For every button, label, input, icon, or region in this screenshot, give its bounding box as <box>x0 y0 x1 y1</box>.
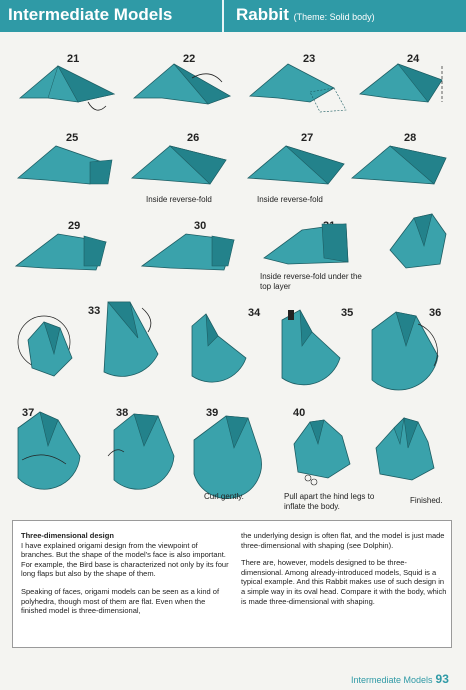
header-divider <box>222 0 224 32</box>
step-35-diagram <box>278 306 346 394</box>
model-title <box>236 5 375 25</box>
step-27-caption: Inside reverse-fold <box>257 195 323 204</box>
step-36-diagram <box>368 306 444 394</box>
step-40-diagram <box>284 414 356 486</box>
step-number-27: 27 <box>301 132 314 144</box>
step-26-caption: Inside reverse-fold <box>146 195 212 204</box>
note-left-column <box>21 531 231 624</box>
step-40-caption: Pull apart the hind legs to inflate the body. <box>284 492 375 511</box>
footer-label: Intermediate Models <box>351 675 433 685</box>
page-number: 93 <box>435 672 449 686</box>
step-31-caption: Inside reverse-fold under the top layer <box>260 272 362 291</box>
note-title: Three-dimensional design <box>21 531 114 540</box>
step-number-28: 28 <box>404 132 417 144</box>
step-number-22: 22 <box>183 53 196 65</box>
step-32-diagram <box>384 210 454 276</box>
step-22-diagram <box>132 58 234 118</box>
step-number-40: 40 <box>293 407 306 419</box>
step-number-21: 21 <box>67 53 80 65</box>
step-38-diagram <box>104 410 180 490</box>
step-29-diagram <box>14 226 114 280</box>
step-number-23: 23 <box>303 53 316 65</box>
page-header <box>0 0 466 32</box>
step-number-38: 38 <box>116 407 129 419</box>
step-23-diagram <box>248 58 350 118</box>
model-name: Rabbit <box>236 5 289 24</box>
finished-rabbit-diagram <box>368 414 440 486</box>
step-number-25: 25 <box>66 132 79 144</box>
section-title: Intermediate Models <box>8 5 173 24</box>
finished-caption: Finished. <box>410 496 443 505</box>
page-footer <box>351 672 449 686</box>
step-number-39: 39 <box>206 407 219 419</box>
model-theme: (Theme: Solid body) <box>293 12 375 22</box>
step-28-diagram <box>350 138 454 192</box>
step-33-left-diagram <box>14 310 86 386</box>
step-26-diagram <box>130 138 236 192</box>
step-number-36: 36 <box>429 307 442 319</box>
step-31-diagram <box>258 218 358 272</box>
design-note-box <box>12 520 452 648</box>
step-27-diagram <box>246 138 350 192</box>
step-39-diagram <box>186 410 266 486</box>
step-34-diagram <box>188 306 254 392</box>
step-number-30: 30 <box>194 220 207 232</box>
step-37-diagram <box>14 408 86 488</box>
step-24-diagram <box>358 58 458 118</box>
note-paragraph: the underlying design is often flat, and the model is just made three-dimensional with shaping (see Dolphin). <box>241 531 445 550</box>
step-number-26: 26 <box>187 132 200 144</box>
step-number-37: 37 <box>22 407 35 419</box>
step-number-33: 33 <box>88 305 101 317</box>
step-number-24: 24 <box>407 53 420 65</box>
step-30-diagram <box>140 226 240 280</box>
note-paragraph: I have explained origami design from the viewpoint of branches. But the shape of the model's face is also important. For example, the Bird base is characterized not only by its four long flaps but also by the shape of them. <box>21 540 229 579</box>
note-paragraph: There are, however, models designed to be three-dimensional. Among already-introduced models, Squid is a typical example. And this Rabbit makes use of such design in a simple way in its oval head. Compare it with the body, which is made three-dimensional with shaping. <box>241 558 447 606</box>
step-21-diagram <box>18 58 118 118</box>
step-33-diagram <box>100 298 164 390</box>
note-paragraph: Speaking of faces, origami models can be seen as a kind of polyhedra, though most of them are flat. Even when the finished model is three-dimensional, <box>21 586 220 616</box>
step-number-35: 35 <box>341 307 354 319</box>
step-number-29: 29 <box>68 220 81 232</box>
step-39-caption: Curl gently. <box>204 492 244 501</box>
note-right-column <box>241 531 447 614</box>
step-25-diagram <box>16 138 118 194</box>
step-number-34: 34 <box>248 307 261 319</box>
